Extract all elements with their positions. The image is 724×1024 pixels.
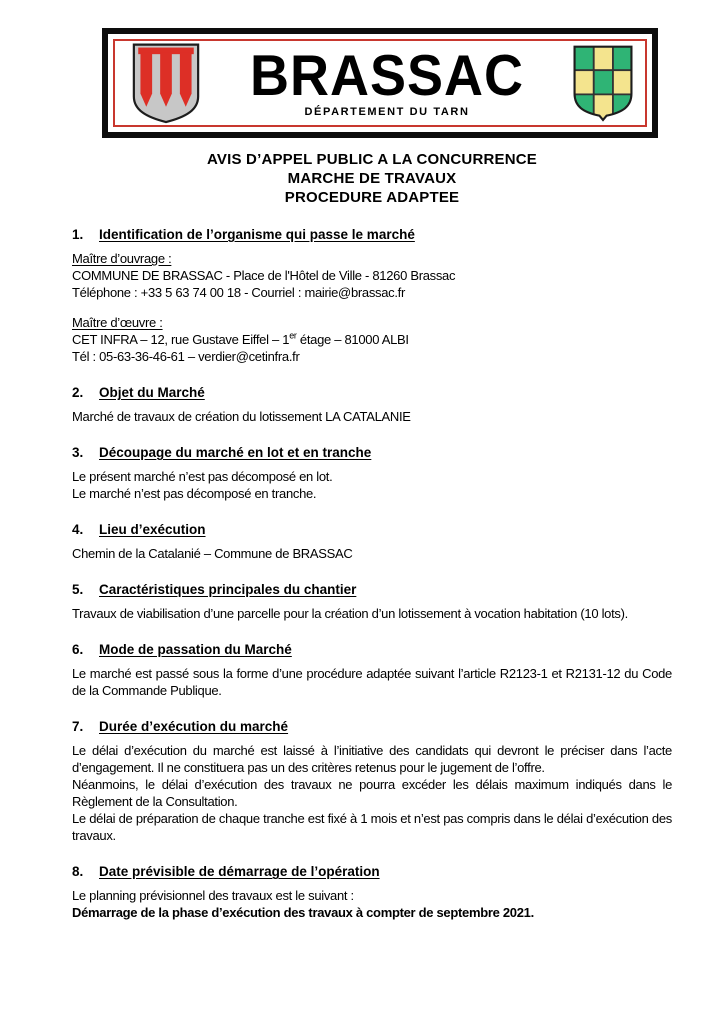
section-6-body: Le marché est passé sous la forme d’une procédure adaptée suivant l’article R2123-1 et R2131-12 du Code de la Commande Publique. [72, 666, 672, 698]
section-decoupage [72, 444, 672, 502]
section-7-paragraph-1: Le délai d’exécution du marché est laissé à l’initiative des candidats qui devront le préciser dans l’acte d’engagement. Il ne constituera pas un des critères retenus pour le jugement de l’offre. [72, 743, 672, 775]
owner-contact-line: Téléphone : +33 5 63 74 00 18 - Courriel : mairie@brassac.fr [72, 285, 406, 300]
document-title-line-2: MARCHE DE TRAVAUX [287, 170, 457, 187]
logo-banner-inner-frame [113, 39, 647, 127]
owner-address-line: COMMUNE DE BRASSAC - Place de l'Hôtel de Ville - 81260 Brassac [72, 268, 456, 283]
logo-subtitle: DÉPARTEMENT DU TARN [304, 105, 470, 118]
section-3-line-1: Le présent marché n’est pas décomposé en lot. [72, 469, 333, 484]
section-lieu [72, 521, 672, 562]
section-8-heading-text: Date prévisible de démarrage de l’opération [99, 864, 380, 879]
section-7-paragraph-3: Le délai de préparation de chaque tranche est fixé à 1 mois et n’est pas compris dans le délai d’exécution des travaux. [72, 811, 672, 843]
section-4-number: 4. [72, 522, 84, 537]
engineer-address-pre: CET INFRA – 12, rue Gustave Eiffel – 1 [72, 332, 290, 347]
section-6-heading [72, 641, 672, 658]
logo-banner [102, 28, 658, 138]
section-1-heading [72, 226, 672, 243]
engineer-address-line [72, 331, 672, 348]
section-mode-passation [72, 641, 672, 699]
section-3-heading [72, 444, 672, 461]
document-title-line-1: AVIS D’APPEL PUBLIC A LA CONCURRENCE [206, 151, 537, 168]
section-8-line-2: Démarrage de la phase d’exécution des travaux à compter de septembre 2021. [72, 905, 534, 920]
document-title [72, 150, 672, 207]
section-2-heading [72, 384, 672, 401]
section-3-line-2: Le marché n’est pas décomposé en tranche. [72, 486, 317, 501]
section-5-heading [72, 581, 672, 598]
section-6-heading-text: Mode de passation du Marché [99, 642, 292, 657]
section-4-heading-text: Lieu d’exécution [99, 522, 206, 537]
engineer-contact-line: Tél : 05-63-36-46-61 – verdier@cetinfra.fr [72, 349, 300, 364]
section-3-number: 3. [72, 445, 84, 460]
section-5-heading-text: Caractéristiques principales du chantier [99, 582, 357, 597]
section-caracteristiques [72, 581, 672, 622]
section-5-body: Travaux de viabilisation d’une parcelle pour la création d’un lotissement à vocation habitation (10 lots). [72, 606, 628, 621]
section-7-heading-text: Durée d’exécution du marché [99, 719, 289, 734]
section-7-heading [72, 718, 672, 735]
section-date-demarrage [72, 863, 672, 921]
section-3-heading-text: Découpage du marché en lot et en tranche [99, 445, 372, 460]
section-5-number: 5. [72, 582, 84, 597]
section-8-number: 8. [72, 864, 84, 879]
section-4-body: Chemin de la Catalanié – Commune de BRASSAC [72, 546, 353, 561]
logo-wordmark [203, 43, 571, 118]
brassac-coat-of-arms-icon [129, 41, 203, 125]
section-1-heading-text: Identification de l’organisme qui passe le marché [99, 227, 415, 242]
section-8-heading [72, 863, 672, 880]
engineer-label: Maître d’œuvre : [72, 315, 163, 330]
section-2-body: Marché de travaux de création du lotissement LA CATALANIE [72, 409, 411, 424]
tarn-checkered-shield-icon [571, 42, 635, 124]
section-7-number: 7. [72, 719, 84, 734]
owner-label: Maître d’ouvrage : [72, 251, 172, 266]
section-1-number: 1. [72, 227, 84, 242]
section-duree-execution [72, 718, 672, 844]
section-6-number: 6. [72, 642, 84, 657]
engineer-address-superscript: er [289, 330, 297, 341]
document-title-line-3: PROCEDURE ADAPTEE [284, 189, 460, 206]
section-4-heading [72, 521, 672, 538]
section-identification [72, 226, 672, 365]
section-2-number: 2. [72, 385, 84, 400]
section-objet [72, 384, 672, 425]
logo-title: BRASSAC [249, 43, 525, 108]
section-7-paragraph-2: Néanmoins, le délai d’exécution des travaux ne pourra excéder les délais maximum indiqués dans le Règlement de la Consultation. [72, 777, 672, 809]
section-8-line-1: Le planning prévisionnel des travaux est le suivant : [72, 888, 354, 903]
section-2-heading-text: Objet du Marché [99, 385, 205, 400]
engineer-address-post: étage – 81000 ALBI [296, 332, 409, 347]
